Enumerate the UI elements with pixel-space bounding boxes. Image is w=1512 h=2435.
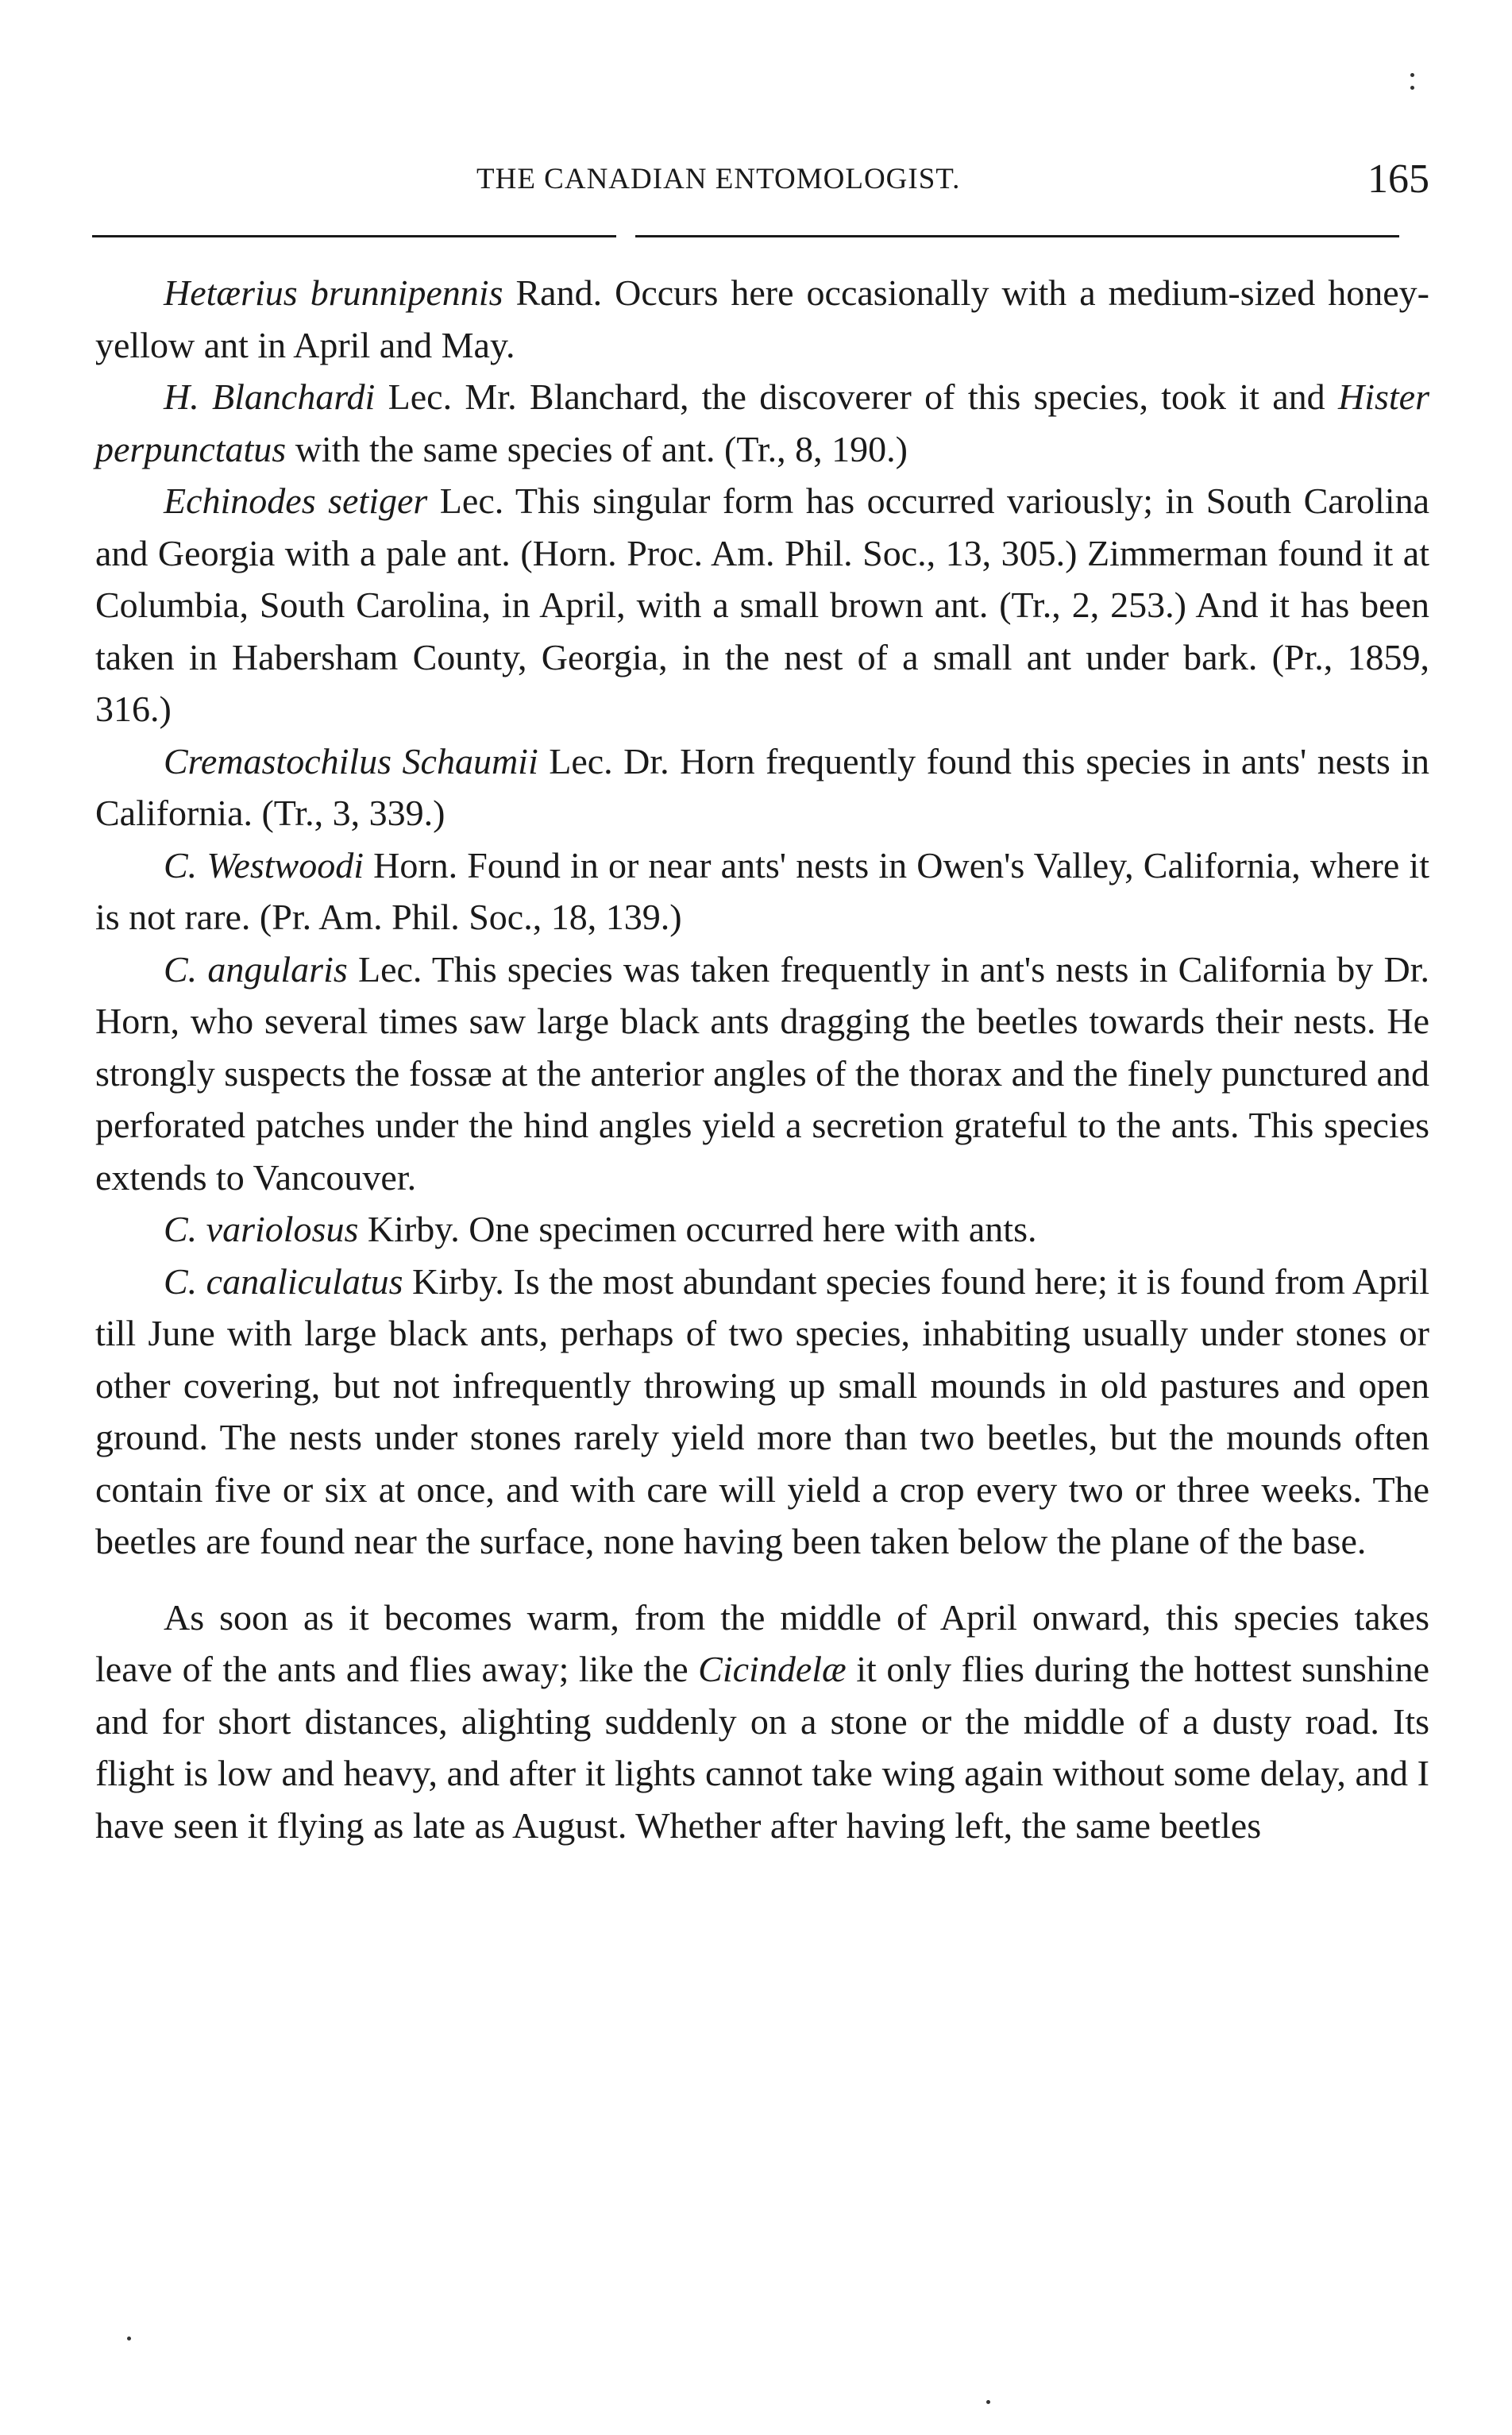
paragraph-cremastochilus-schaumii — [95, 735, 1429, 839]
paragraph-text-continued: it only flies during the hottest sunshine and for short distances, alighting suddenly on a stone or the middle of a dusty road. Its flight is low and heavy, and after it lights cannot take wing again without some delay, and I have seen it flying as late as August. Whether after having left, the same beetles — [95, 1649, 1429, 1846]
paragraph-angularis — [95, 944, 1429, 1204]
species-name: C. variolosus — [164, 1209, 359, 1249]
species-name: Echinodes setiger — [164, 480, 428, 521]
species-name: C. angularis — [164, 948, 348, 990]
paragraph-westwoodi — [95, 839, 1429, 944]
page-number: 165 — [1367, 156, 1429, 202]
paragraph-text-continued: with the same species of ant. (Tr., 8, 190.) — [286, 428, 908, 469]
paragraph-echinodes — [95, 475, 1429, 735]
paragraph-text: Lec. This species was taken frequently in ant's nests in California by Dr. Horn, who several times saw large black ants dragging the beetles towards their nests. He strongly suspects the fossæ at the anterior angles of the thorax and the finely punctured and perforated patches under the hind angles yield a secretion grateful to the ants. This species extends to Vancouver. — [95, 948, 1430, 1198]
species-name: Hetærius brunnipennis — [164, 272, 503, 313]
paragraph-text: Lec. This singular form has occurred variously; in South Carolina and Georgia with a pale ant. (Horn. Proc. Am. Phil. Soc., 13, 305.) Zimmerman found it at Columbia, South Carolina, in April, with a small brown ant. (Tr., 2, 253.) And it has been taken in Habersham County, Georgia, in the nest of a small ant under bark. (Pr., 1859, 316.) — [95, 480, 1430, 729]
body-text — [95, 267, 1429, 1851]
paragraph-text: As soon as it becomes warm, from the middle of April onward, this species takes leave of the ants and flies away; like the — [95, 1596, 1429, 1689]
species-name-secondary: Hister perpunctatus — [95, 376, 1429, 469]
running-head — [95, 156, 1445, 206]
species-name: C. canaliculatus — [164, 1260, 403, 1302]
header-rule-right — [635, 235, 1399, 237]
paragraph-text: Kirby. Is the most abundant species found here; it is found from April till June with large black ants, perhaps of two species, inhabiting usually under stones or other covering, but not infrequently throwing up small mounds in old pastures and open ground. The nests under stones rarely yield more than two beetles, but the mounds often contain five or six at once, and with care will yield a crop every two or three weeks. The beetles are found near the surface, none having been taken below the plane of the base. — [95, 1260, 1429, 1561]
species-name: H. Blanchardi — [164, 376, 376, 417]
paragraph-text: Kirby. One specimen occurred here with ants. — [358, 1209, 1037, 1249]
scan-speck — [127, 2337, 131, 2340]
paragraph-flight-behaviour — [95, 1592, 1429, 1852]
scan-speck — [1410, 73, 1414, 77]
genus-name: Cicindelæ — [698, 1649, 847, 1689]
running-title: THE CANADIAN ENTOMOLOGIST. — [476, 163, 961, 195]
species-name: Cremastochilus Schaumii — [164, 740, 538, 781]
paragraph-text: Rand. Occurs here occasionally with a medium-sized honey-yellow ant in April and May. — [95, 272, 1429, 365]
paragraph-text: Horn. Found in or near ants' nests in Owen's Valley, California, where it is not rare. (Pr. Am. Phil. Soc., 18, 139.) — [95, 844, 1429, 937]
species-name: C. Westwoodi — [164, 844, 364, 886]
paragraph-blanchardi — [95, 371, 1429, 475]
scan-speck — [986, 2400, 990, 2404]
paragraph-text: Lec. Mr. Blanchard, the discoverer of this species, took it and — [375, 376, 1338, 417]
header-rule-left — [92, 235, 616, 237]
scan-speck — [1410, 86, 1414, 90]
paragraph-canaliculatus — [95, 1256, 1429, 1568]
paragraph-variolosus — [95, 1203, 1429, 1256]
paragraph-text: Lec. Dr. Horn frequently found this species in ants' nests in California. (Tr., 3, 339.) — [95, 740, 1429, 833]
paragraph-heterius — [95, 267, 1429, 371]
